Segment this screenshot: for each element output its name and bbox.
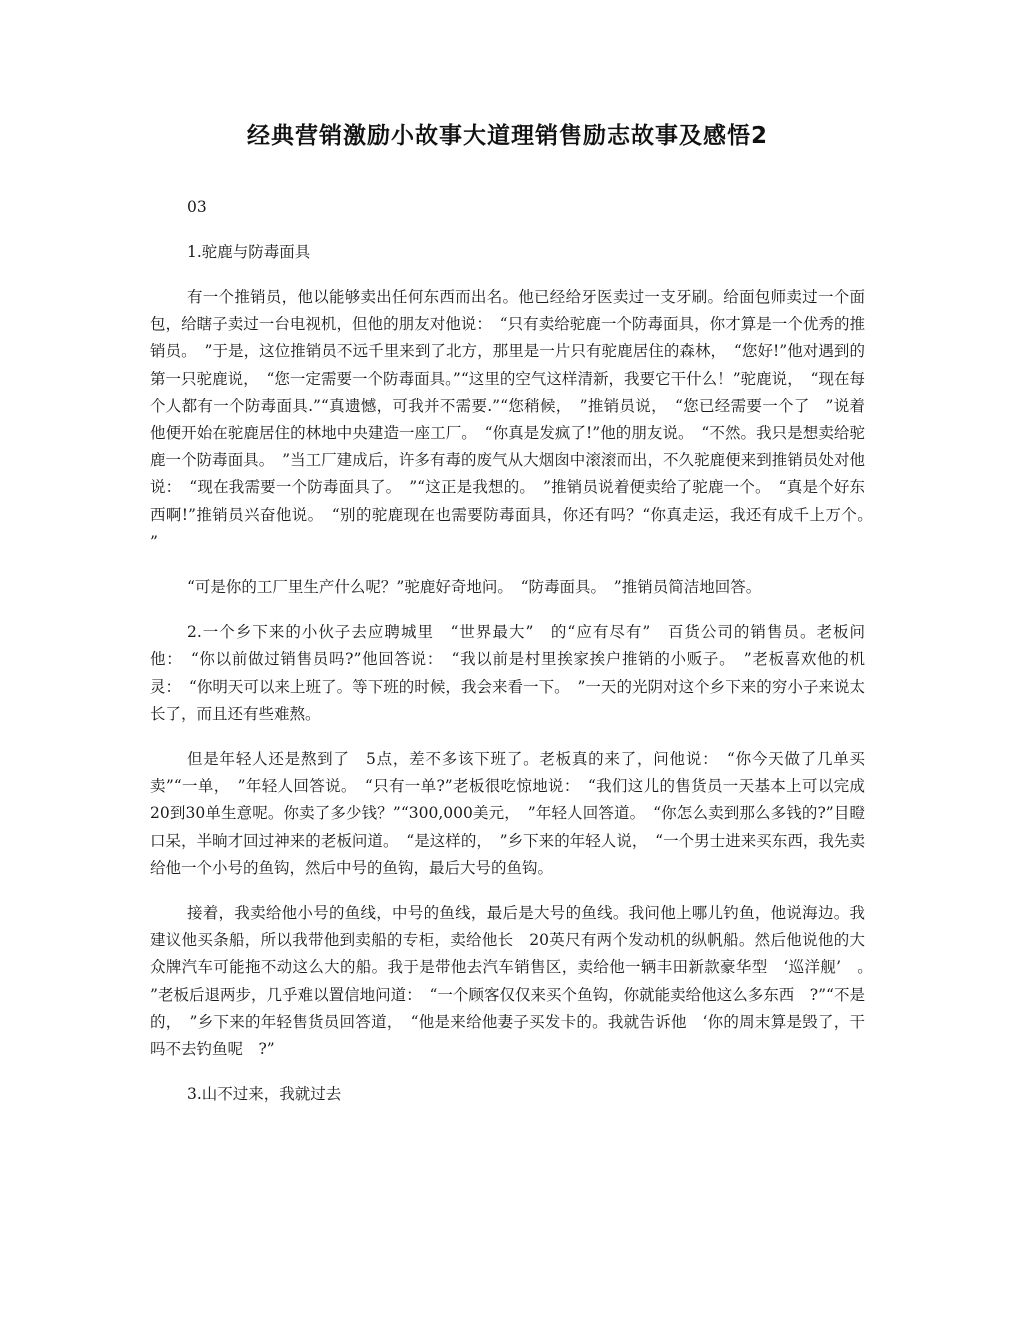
story-2-paragraph-3: 接着，我卖给他小号的鱼线，中号的鱼线，最后是大号的鱼线。我问他上哪儿钓鱼，他说海边。我建议他买条船，所以我带他到卖船的专柜，卖给他长 20英尺有两个发动机的纵帆船。然后他说他的大众牌汽车可能拖不动这么大的船。我于是带他去汽车销售区，卖给他一辆丰田新款豪华型 ‘巡洋舰’ 。 ”老板后退两步，几乎难以置信地问道： “一个顾客仅仅来买个鱼钩，你就能卖给他这么多东西 ?”“不是的， ”乡下来的年轻售货员回答道， “他是来给他妻子买发卡的。我就告诉他 ‘你的周末算是毁了，干吗不去钓鱼呢 ?”	[150, 904, 881, 1059]
story-heading-3: 3.山不过来，我就过去	[187, 1085, 342, 1104]
story-1-paragraph-1: 有一个推销员，他以能够卖出任何东西而出名。他已经给牙医卖过一支牙刷。给面包师卖过一个面包，给瞎子卖过一台电视机，但他的朋友对他说： “只有卖给驼鹿一个防毒面具，你才算是一个优秀的推销员。 ”于是，这位推销员不远千里来到了北方，那里是一片只有驼鹿居住的森林， “您好!”他对遇到的第一只驼鹿说， “您一定需要一个防毒面具。”“这里的空气这样清新，我要它干什么！”驼鹿说， “现在每个人都有一个防毒面具.”“真遗憾，可我并不需要.”“您稍候， ”推销员说， “您已经需要一个了 ”说着他便开始在驼鹿居住的林地中央建造一座工厂。 “你真是发疯了!”他的朋友说。 “不然。我只是想卖给驼鹿一个防毒面具。 ”当工厂建成后，许多有毒的废气从大烟囱中滚滚而出，不久驼鹿便来到推销员处对他说： “现在我需要一个防毒面具了。 ”“这正是我想的。 ”推销员说着便卖给了驼鹿一个。 “真是个好东西啊!”推销员兴奋他说。 “别的驼鹿现在也需要防毒面具，你还有吗？“你真走运，我还有成千上万个。 ”	[150, 288, 881, 551]
document-page	[150, 118, 881, 1126]
story-2-paragraph-2: 但是年轻人还是熬到了 5点，差不多该下班了。老板真的来了，问他说： “你今天做了几单买卖”“一单， ”年轻人回答说。 “只有一单?”老板很吃惊地说： “我们这儿的售货员一天基本上可以完成 20到30单生意呢。你卖了多少钱？”“300,000美元， ”年轻人回答道。 “你怎么卖到那么多钱的?”目瞪口呆，半晌才回过神来的老板问道。 “是这样的， ”乡下来的年轻人说， “一个男士进来买东西，我先卖给他一个小号的鱼钩，然后中号的鱼钩，最后大号的鱼钩。	[150, 750, 881, 877]
story-heading-1: 1.驼鹿与防毒面具	[187, 243, 311, 261]
story-1-paragraph-2: “可是你的工厂里生产什么呢？”驼鹿好奇地问。 “防毒面具。 ”推销员简洁地回答。	[187, 578, 762, 597]
story-2-paragraph-1: 2.一个乡下来的小伙子去应聘城里 “世界最大” 的“应有尽有” 百货公司的销售员。老板问他： “你以前做过销售员吗?”他回答说： “我以前是村里挨家挨户推销的小贩子。 ”老板喜欢他的机灵： “你明天可以来上班了。等下班的时候，我会来看一下。 ”一天的光阴对这个乡下来的穷小子来说太长了，而且还有些难熬。	[150, 623, 865, 723]
document-title: 经典营销激励小故事大道理销售励志故事及感悟2	[246, 123, 768, 149]
section-label-03: 03	[187, 198, 207, 216]
